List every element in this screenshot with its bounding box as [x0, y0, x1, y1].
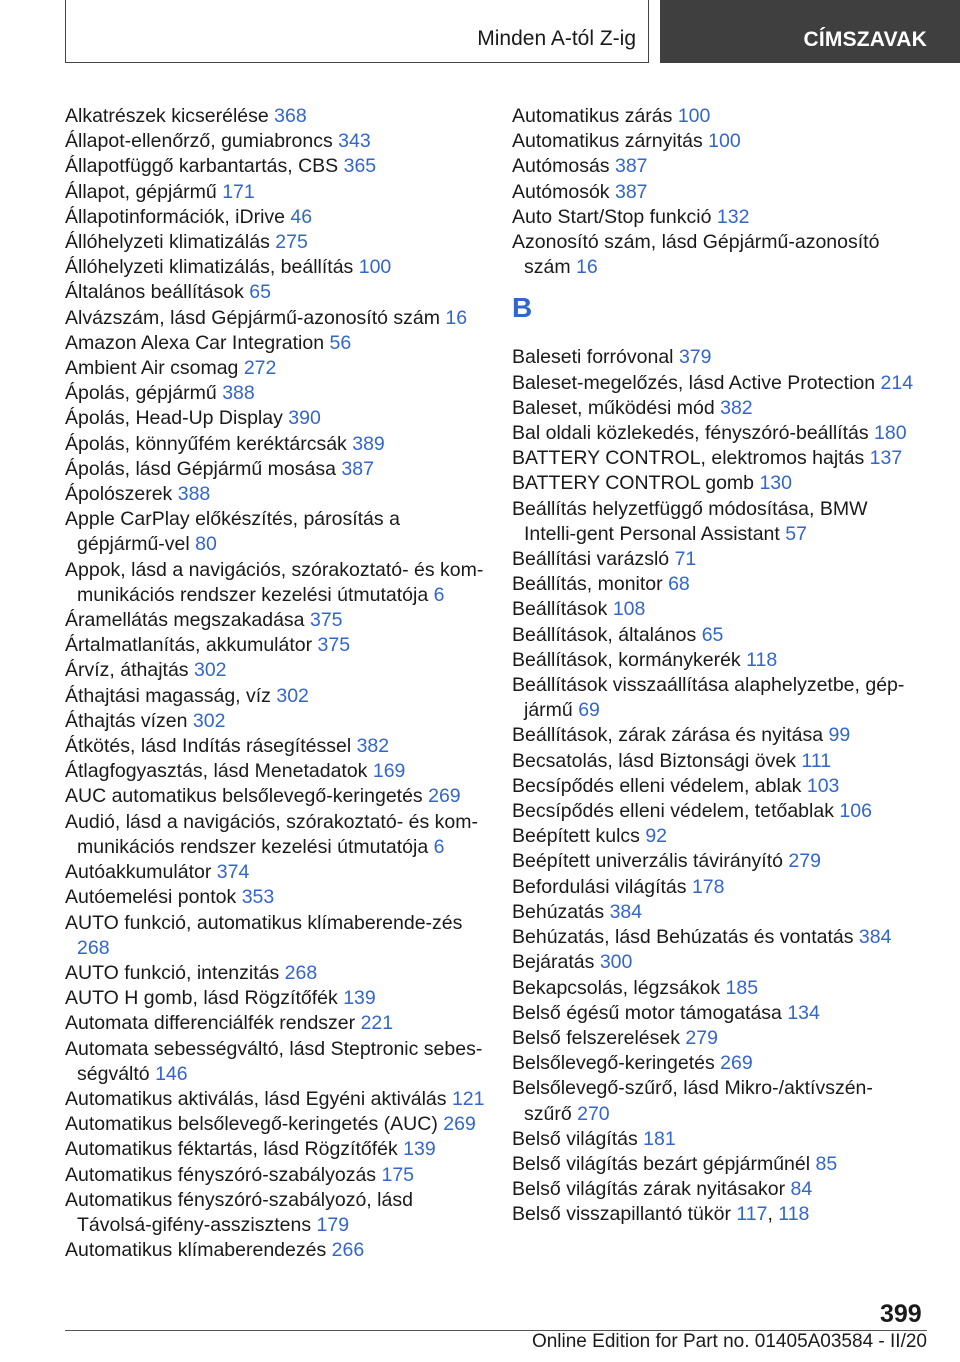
index-entry: [65, 306, 485, 331]
index-entry: [65, 154, 485, 179]
page-link[interactable]: 106: [839, 800, 872, 823]
index-entry: [512, 1076, 917, 1126]
index-term: Automata differenciálfék rendszer: [65, 1012, 356, 1035]
page-link[interactable]: 275: [275, 231, 308, 254]
index-entry: [512, 547, 917, 572]
page-link[interactable]: 179: [316, 1213, 350, 1236]
index-term: Beállítás helyzetfüggő módosítása, BMW Intelli-gent Personal Assistant: [512, 497, 868, 545]
index-entry: [65, 860, 485, 885]
index-entry: [65, 356, 485, 381]
page-link[interactable]: 103: [806, 774, 840, 797]
page-link[interactable]: 85: [815, 1152, 838, 1175]
index-term: Belső felszerelések: [512, 1026, 680, 1049]
index-entry: [65, 205, 485, 230]
index-entry: [65, 684, 485, 709]
index-entry: [65, 734, 485, 759]
page-link[interactable]: 368: [274, 105, 307, 127]
page-link[interactable]: 65: [701, 623, 724, 646]
index-entry: [65, 507, 485, 557]
page-link[interactable]: 270: [577, 1102, 610, 1125]
index-entry: [65, 255, 485, 280]
index-entry: [512, 723, 917, 748]
page-link[interactable]: 300: [599, 951, 633, 974]
index-term: Becsípődés elleni védelem, tetőablak: [512, 800, 834, 823]
page-link[interactable]: 139: [343, 987, 376, 1010]
index-term: Ártalmatlanítás, akkumulátor: [65, 634, 313, 657]
index-term: Baleset-megelőzés, lásd Active Protection: [512, 371, 876, 394]
index-entry: [512, 1152, 917, 1177]
page-link[interactable]: 118: [778, 1203, 810, 1226]
index-entry: [512, 471, 917, 496]
index-entry: [512, 230, 917, 280]
page-link[interactable]: 6: [433, 835, 445, 858]
page-link[interactable]: 302: [193, 659, 227, 682]
index-term: AUC automatikus belsőlevegő-keringetés: [65, 785, 423, 808]
index-term: Belső világítás zárak nyitásakor: [512, 1178, 786, 1201]
index-entry: [65, 986, 485, 1011]
index-entry: [512, 673, 917, 723]
index-entry: [65, 180, 485, 205]
index-term: Auto Start/Stop funkció: [512, 205, 712, 228]
index-term: Ambient Air csomag: [65, 357, 239, 380]
page-link[interactable]: 130: [759, 472, 792, 495]
index-term: Automatikus féktartás, lásd Rögzítőfék: [65, 1138, 398, 1161]
page-link[interactable]: 221: [360, 1012, 394, 1035]
page-link[interactable]: 178: [691, 875, 725, 898]
index-term: Befordulási világítás: [512, 875, 687, 898]
page-link[interactable]: 84: [790, 1178, 813, 1201]
index-term: Audió, lásd a navigációs, szórakoztató- és kom-munikációs rendszer kezelési útmutatója: [65, 810, 478, 858]
index-term: Belső égésű motor támogatása: [512, 1001, 782, 1024]
page-link[interactable]: 382: [356, 735, 390, 758]
page-link[interactable]: 69: [578, 699, 600, 722]
page-link[interactable]: 175: [381, 1163, 415, 1186]
index-entry: [65, 1087, 485, 1112]
index-term: Beépített kulcs: [512, 825, 640, 848]
index-term: Behúzatás, lásd Behúzatás és vontatás: [512, 926, 854, 949]
page-link[interactable]: 387: [614, 180, 648, 203]
page-link[interactable]: 180: [874, 422, 907, 445]
index-term: Baleseti forróvonal: [512, 346, 674, 369]
index-term: Ápolás, lásd Gépjármű mosása: [65, 457, 336, 480]
index-entry: [65, 1037, 485, 1087]
index-term: Bejáratás: [512, 951, 595, 974]
page-link[interactable]: 388: [177, 483, 211, 506]
index-term: Becsatolás, lásd Biztonsági övek: [512, 749, 796, 772]
page-link[interactable]: 100: [358, 256, 392, 279]
page-link[interactable]: 269: [720, 1052, 753, 1075]
page-link[interactable]: 46: [290, 205, 313, 228]
page-link[interactable]: 387: [614, 155, 648, 178]
page-link[interactable]: 382: [720, 396, 753, 419]
page-link[interactable]: 387: [341, 457, 374, 480]
page-link[interactable]: 384: [609, 900, 643, 923]
index-term: Beállítás, monitor: [512, 573, 663, 596]
page-link[interactable]: 118: [746, 648, 778, 671]
page-link[interactable]: 279: [685, 1026, 718, 1049]
index-entry: [512, 1001, 917, 1026]
index-entry: [65, 558, 485, 608]
index-entry: [65, 129, 485, 154]
index-entry: [512, 875, 917, 900]
index-term: Áthajtás vízen: [65, 709, 188, 732]
index-list-b: [512, 345, 917, 1227]
index-term: Autómosás: [512, 155, 610, 178]
index-entry: [512, 1177, 917, 1202]
index-term: Automatikus fényszóró-szabályozó, lásd Távolsá-gifény-asszisztens: [65, 1188, 413, 1236]
page-link[interactable]: 379: [678, 346, 712, 369]
index-term: Belsőlevegő-keringetés: [512, 1052, 715, 1075]
page-link[interactable]: 71: [674, 548, 697, 571]
index-entry: [512, 774, 917, 799]
index-term: Ápolás, Head-Up Display: [65, 407, 283, 430]
index-term: Árvíz, áthajtás: [65, 659, 189, 682]
index-term: Automatikus zárnyitás: [512, 130, 703, 153]
index-entry: [65, 230, 485, 255]
index-term: Átlagfogyasztás, lásd Menetadatok: [65, 760, 368, 783]
page-link[interactable]: 268: [284, 961, 318, 984]
index-entry: [65, 658, 485, 683]
index-entry: [65, 1238, 485, 1263]
index-entry: [65, 608, 485, 633]
index-term: Állóhelyzeti klimatizálás: [65, 231, 270, 254]
index-entry: Belső visszapillantó tükör 117, 118: [512, 1203, 810, 1226]
index-term: Beállítások, zárak zárása és nyitása: [512, 724, 824, 747]
page-link[interactable]: 134: [787, 1001, 820, 1024]
index-term: Apple CarPlay előkészítés, párosítás a gépjármű-vel: [65, 508, 400, 556]
index-entry: [512, 154, 917, 179]
index-entry: [65, 280, 485, 305]
index-term: Automatikus fényszóró-szabályozás: [65, 1163, 377, 1186]
page-link[interactable]: 302: [276, 684, 309, 707]
index-entry: [65, 810, 485, 860]
index-entry: [512, 104, 917, 129]
page-link[interactable]: 121: [451, 1087, 485, 1110]
index-entry: [512, 345, 917, 370]
page-link[interactable]: 272: [243, 357, 277, 380]
index-entry: [65, 331, 485, 356]
page-link[interactable]: 388: [222, 382, 255, 405]
index-term: Belső visszapillantó tükör: [512, 1203, 731, 1226]
page-link[interactable]: 375: [309, 609, 343, 632]
index-term: Amazon Alexa Car Integration: [65, 331, 325, 354]
index-term: Általános beállítások: [65, 281, 244, 304]
index-term: Automatikus klímaberendezés: [65, 1239, 327, 1262]
index-term: Alvázszám, lásd Gépjármű-azonosító szám: [65, 306, 440, 329]
page-link[interactable]: 181: [643, 1127, 676, 1150]
index-entry: [65, 104, 485, 129]
index-entry: [512, 205, 917, 230]
index-entry: [65, 709, 485, 734]
page-link[interactable]: 56: [329, 331, 352, 354]
index-entry: [65, 1011, 485, 1036]
index-entry: [512, 749, 917, 774]
page-link[interactable]: 100: [677, 105, 711, 127]
index-term: Alkatrészek kicserélése: [65, 105, 269, 127]
index-entry: [512, 129, 917, 154]
index-term: AUTO H gomb, lásd Rögzítőfék: [65, 987, 338, 1010]
index-term: Állapot, gépjármű: [65, 180, 217, 203]
index-entry: [512, 976, 917, 1001]
page-link[interactable]: 68: [668, 573, 690, 596]
index-term: Belső világítás: [512, 1127, 638, 1150]
section-title: Minden A-tól Z-ig: [477, 27, 636, 50]
page-link[interactable]: 279: [788, 850, 821, 873]
page-link[interactable]: 6: [433, 583, 445, 606]
index-entry: [65, 432, 485, 457]
index-entry: [512, 497, 917, 547]
index-entry: [65, 1112, 485, 1137]
index-term: Ápolás, könnyűfém keréktárcsák: [65, 432, 347, 455]
index-list-left: [65, 104, 485, 1263]
index-term: Automatikus aktiválás, lásd Egyéni aktiválás: [65, 1087, 447, 1110]
index-entry: [512, 799, 917, 824]
page-link[interactable]: 57: [785, 522, 807, 545]
section-tab: [660, 0, 960, 63]
index-entry: [65, 381, 485, 406]
index-entry: [65, 1188, 485, 1238]
index-entry: [512, 925, 917, 950]
index-entry: [65, 1163, 485, 1188]
index-entry: [65, 784, 485, 809]
index-entry: [512, 371, 917, 396]
index-term: Automatikus zárás: [512, 105, 673, 127]
index-term: Baleset, működési mód: [512, 396, 715, 419]
index-term: Beállítások, kormánykerék: [512, 648, 741, 671]
index-term: Beállítások visszaállítása alaphelyzetbe, gép-jármű: [512, 674, 905, 722]
index-term: BATTERY CONTROL, elektromos hajtás: [512, 447, 865, 470]
index-entry: [512, 623, 917, 648]
page-link[interactable]: 99: [828, 724, 851, 747]
page-link[interactable]: 384: [858, 926, 892, 949]
page-link[interactable]: 100: [708, 130, 741, 153]
page-link[interactable]: 146: [155, 1062, 188, 1085]
index-term: Behúzatás: [512, 900, 605, 923]
index-term: Appok, lásd a navigációs, szórakoztató- és kom-munikációs rendszer kezelési útmutatója: [65, 558, 484, 606]
index-term: Automatikus belsőlevegő-keringetés (AUC): [65, 1113, 438, 1136]
index-entry: [65, 633, 485, 658]
page-link[interactable]: 111: [801, 749, 832, 772]
index-term: Automata sebességváltó, lásd Steptronic sebes-ségváltó: [65, 1037, 483, 1085]
page-link[interactable]: 132: [716, 205, 750, 228]
index-term: Állapotinformációk, iDrive: [65, 205, 285, 228]
index-entry: [512, 950, 917, 975]
index-term: Belsőlevegő-szűrő, lásd Mikro-/aktívszén-szűrő: [512, 1077, 873, 1125]
index-term: Átkötés, lásd Indítás rásegítéssel: [65, 735, 352, 758]
index-entry: [512, 421, 917, 446]
index-entry: [65, 406, 485, 431]
section-letter: B: [512, 292, 533, 324]
index-entry: [512, 446, 917, 471]
index-entry: [65, 482, 485, 507]
index-term: Állapot-ellenőrző, gumiabroncs: [65, 130, 333, 153]
index-entry: [65, 457, 485, 482]
index-term: Becsípődés elleni védelem, ablak: [512, 774, 802, 797]
page-link[interactable]: 302: [192, 709, 226, 732]
index-entry: [512, 1127, 917, 1152]
index-entry: [65, 759, 485, 784]
index-entry: [512, 824, 917, 849]
index-entry: [512, 572, 917, 597]
index-term: Áthajtási magasság, víz: [65, 684, 271, 707]
page-link[interactable]: 343: [338, 130, 371, 153]
page-link[interactable]: 117: [736, 1203, 768, 1226]
index-entry: [512, 597, 917, 622]
index-column-left: [65, 104, 485, 1263]
index-entry: [512, 396, 917, 421]
index-term: Beállítások: [512, 598, 608, 621]
page-link[interactable]: 389: [352, 432, 385, 455]
index-term: Bal oldali közlekedés, fényszóró-beállítás: [512, 422, 869, 445]
index-column-right: [512, 104, 917, 1228]
index-entry: [512, 849, 917, 874]
index-term: Ápolószerek: [65, 483, 173, 506]
index-term: AUTO funkció, automatikus klímaberende-zés: [65, 911, 463, 934]
page-link[interactable]: 269: [443, 1113, 476, 1136]
section-tab-label: CÍMSZAVAK: [803, 28, 927, 51]
edition-text: Online Edition for Part no. 01405A03584 - II/20: [531, 1331, 927, 1352]
index-entry: [65, 885, 485, 910]
index-entry: [512, 180, 917, 205]
index-entry: [512, 1051, 917, 1076]
page-link[interactable]: 171: [222, 180, 255, 203]
page-number: 399: [880, 1300, 922, 1328]
index-entry: [65, 911, 485, 961]
index-list-a: [512, 104, 917, 280]
index-term: Beállítások, általános: [512, 623, 697, 646]
page-link[interactable]: 214: [880, 371, 914, 394]
index-term: AUTO funkció, intenzitás: [65, 961, 280, 984]
index-term: Autómosók: [512, 180, 610, 203]
index-term: Autóakkumulátor: [65, 861, 212, 884]
index-term: Ápolás, gépjármű: [65, 382, 217, 405]
page-link[interactable]: 374: [216, 861, 250, 884]
page-link[interactable]: 390: [288, 407, 321, 430]
page-link[interactable]: 92: [645, 825, 668, 848]
page-link[interactable]: 353: [241, 886, 275, 909]
page-link[interactable]: 185: [725, 976, 759, 999]
index-entry: [512, 900, 917, 925]
index-term: Bekapcsolás, légzsákok: [512, 976, 721, 999]
index-entry: [512, 648, 917, 673]
index-term: Áramellátás megszakadása: [65, 609, 305, 632]
page-link[interactable]: 375: [317, 634, 351, 657]
index-entry: [65, 1137, 485, 1162]
page-link[interactable]: 365: [343, 155, 377, 178]
index-entry: [65, 961, 485, 986]
index-term: BATTERY CONTROL gomb: [512, 472, 755, 495]
index-term: Állapotfüggő karbantartás, CBS: [65, 155, 339, 178]
index-term: Beállítási varázsló: [512, 548, 670, 571]
page-link[interactable]: 65: [249, 281, 271, 304]
index-term: Beépített univerzális távirányító: [512, 850, 783, 873]
page-link[interactable]: 137: [869, 447, 903, 470]
page-link[interactable]: 139: [403, 1138, 436, 1161]
index-term: Azonosító szám, lásd Gépjármű-azonosító szám: [512, 231, 880, 279]
index-term: Állóhelyzeti klimatizálás, beállítás: [65, 256, 354, 279]
index-term: Belső világítás bezárt gépjárműnél: [512, 1152, 811, 1175]
page-link[interactable]: 169: [372, 760, 406, 783]
page-link[interactable]: 16: [576, 256, 598, 279]
index-term: Autóemelési pontok: [65, 886, 237, 909]
page-link[interactable]: 266: [331, 1239, 365, 1262]
page-link[interactable]: 268: [77, 936, 110, 959]
page-link[interactable]: 269: [428, 785, 461, 808]
page-link[interactable]: 80: [195, 533, 217, 556]
index-entry: [512, 1026, 917, 1051]
page-link[interactable]: 108: [612, 598, 646, 621]
page-link[interactable]: 16: [445, 306, 468, 329]
